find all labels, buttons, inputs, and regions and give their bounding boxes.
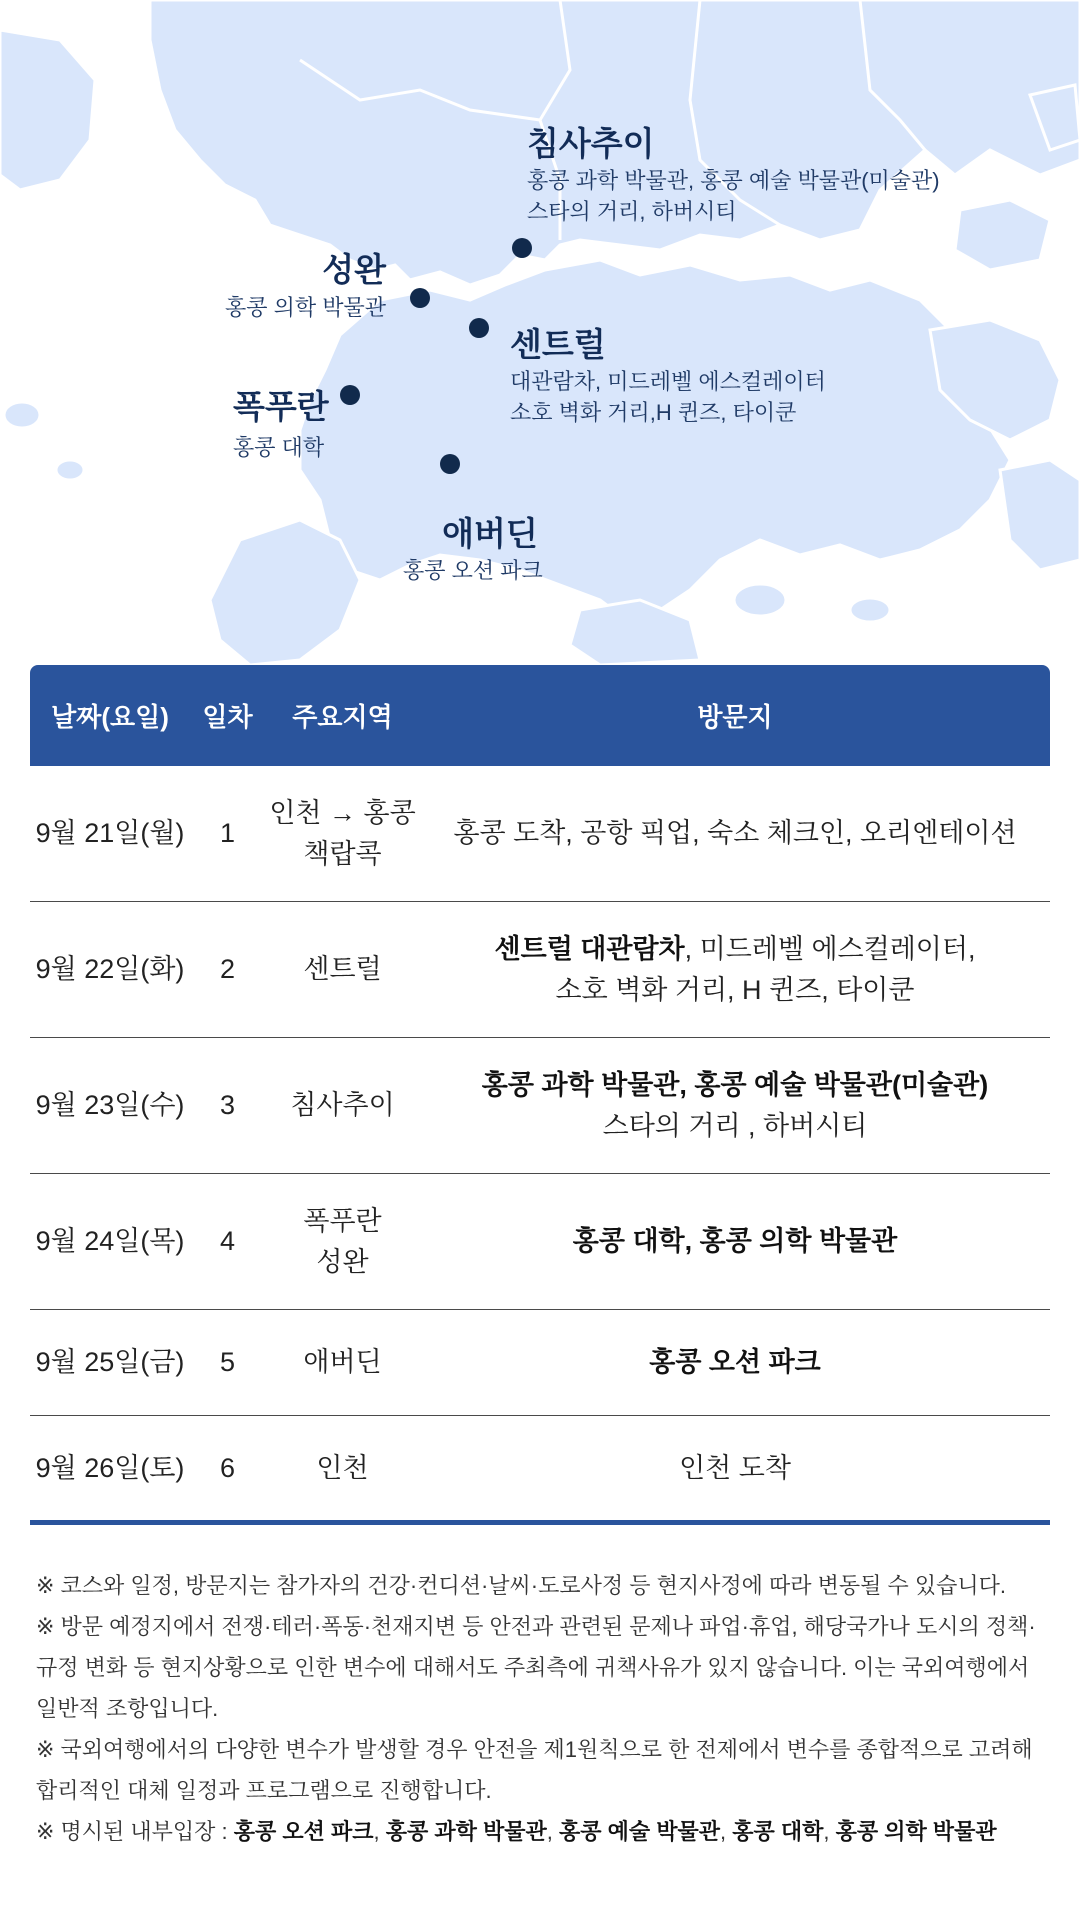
- region-line: 인천: [316, 1452, 369, 1483]
- cell-visit: [420, 1448, 1050, 1489]
- visit-normal: , 미드레벨 에스컬레이터,: [684, 933, 976, 964]
- note-item: ※ 코스와 일정, 방문지는 참가자의 건강·컨디션·날씨·도로사정 등 현지사정에 따라 변동될 수 있습니다.: [36, 1573, 1006, 1598]
- region-line: 애버딘: [303, 1347, 382, 1377]
- table-header: [30, 665, 1050, 766]
- header-visit: 방문지: [697, 702, 773, 732]
- map-pin-tsim-sha-tsui: [512, 238, 532, 258]
- table-row: [30, 902, 1050, 1038]
- place-name-pok-fu-lam: 폭푸란: [233, 388, 329, 425]
- admission-item: 홍콩 과학 박물관: [385, 1819, 547, 1844]
- region-line: 침사추이: [290, 1090, 395, 1120]
- admission-item: 홍콩 오션 파크: [233, 1819, 374, 1844]
- place-desc-line: 홍콩 의학 박물관: [225, 295, 386, 320]
- place-desc-tsim-sha-tsui: [527, 165, 940, 227]
- header-region: 주요지역: [292, 702, 393, 732]
- place-desc-sheung-wan: [200, 292, 386, 323]
- cell-day: 4: [219, 1226, 236, 1256]
- map-pin-central: [469, 318, 489, 338]
- visit-bold: 홍콩 오션 파크: [649, 1347, 821, 1377]
- map-pin-pok-fu-lam: [340, 385, 360, 405]
- cell-visit: [420, 1342, 1050, 1383]
- cell-date: 9월 21일(월): [35, 818, 185, 848]
- place-desc-line: 홍콩 오션 파크: [403, 558, 543, 583]
- table-row: [30, 1310, 1050, 1416]
- place-desc-line: 소호 벽화 거리,H 퀸즈, 타이쿤: [510, 400, 797, 425]
- place-desc-pok-fu-lam: [233, 432, 324, 463]
- admission-item: 홍콩 예술 박물관: [558, 1819, 720, 1844]
- place-desc-central: [510, 366, 826, 428]
- note-item: ※ 방문 예정지에서 전쟁·테러·폭동·천재지변 등 안전과 관련된 문제나 파업·휴업, 해당국가나 도시의 정책·규정 변화 등 현지상황으로 인한 변수에 대해서도 주최측에 귀책사유가 있지 않습니다. 이는 국외여행에서 일반적 조항입니다.: [36, 1614, 1036, 1721]
- admission-item: 홍콩 의학 박물관: [835, 1819, 997, 1844]
- region-line: 폭푸란: [303, 1205, 382, 1236]
- cell-visit: [420, 1065, 1050, 1147]
- table-row: [30, 766, 1050, 902]
- place-name-aberdeen: 애버딘: [442, 515, 538, 552]
- cell-region: [265, 1342, 420, 1383]
- place-desc-line: 홍콩 대학: [233, 435, 325, 460]
- region-line: 인천 → 홍콩: [269, 797, 416, 828]
- place-desc-line: 대관람차, 미드레벨 에스컬레이터: [510, 369, 826, 394]
- map-pin-sheung-wan: [410, 288, 430, 308]
- cell-visit: [420, 929, 1050, 1011]
- cell-visit: [420, 813, 1050, 854]
- place-desc-line: 홍콩 과학 박물관, 홍콩 예술 박물관(미술관): [527, 168, 940, 193]
- cell-region: [265, 949, 420, 990]
- cell-region: [265, 1085, 420, 1126]
- note-item: ※ 국외여행에서의 다양한 변수가 발생할 경우 안전을 제1원칙으로 한 전제에서 변수를 종합적으로 고려해 합리적인 대체 일정과 프로그램으로 진행합니다.: [36, 1737, 1033, 1803]
- region-line: 책랍콕: [303, 838, 382, 869]
- map-pin-aberdeen: [440, 454, 460, 474]
- visit-bold: 홍콩 과학 박물관, 홍콩 예술 박물관(미술관): [481, 1069, 989, 1100]
- admission-item: 홍콩 대학: [732, 1819, 824, 1844]
- place-desc-aberdeen: [403, 555, 543, 586]
- place-name-sheung-wan: 성완: [322, 251, 386, 288]
- cell-date: 9월 25일(금): [35, 1347, 185, 1377]
- map-section: [0, 0, 1080, 665]
- header-date: 날짜(요일): [51, 702, 169, 732]
- visit-line: 인천 도착: [679, 1452, 791, 1483]
- cell-region: [265, 793, 420, 875]
- cell-date: 9월 24일(목): [35, 1226, 185, 1256]
- header-day: 일차: [202, 702, 253, 732]
- cell-day: 2: [219, 954, 236, 984]
- region-line: 성완: [316, 1246, 369, 1277]
- schedule-table: [30, 665, 1050, 1525]
- cell-date: 9월 23일(수): [35, 1090, 185, 1120]
- cell-region: [265, 1201, 420, 1283]
- note-admission-label: ※ 명시된 내부입장 :: [36, 1819, 234, 1844]
- cell-date: 9월 26일(토): [35, 1452, 185, 1483]
- visit-line: [420, 929, 1050, 970]
- cell-date: 9월 22일(화): [35, 954, 185, 984]
- cell-day: 6: [219, 1452, 236, 1483]
- place-desc-line: 스타의 거리, 하버시티: [527, 199, 737, 224]
- visit-line: 스타의 거리 , 하버시티: [602, 1110, 868, 1141]
- table-row: [30, 1038, 1050, 1174]
- table-row: [30, 1416, 1050, 1525]
- region-line: 센트럴: [303, 954, 382, 984]
- cell-region: [265, 1448, 420, 1489]
- cell-visit: [420, 1221, 1050, 1262]
- visit-line: 홍콩 도착, 공항 픽업, 숙소 체크인, 오리엔테이션: [453, 818, 1017, 848]
- visit-line: 소호 벽화 거리, H 퀸즈, 타이쿤: [555, 974, 915, 1005]
- visit-bold: 센트럴 대관람차: [494, 933, 685, 964]
- place-name-central: 센트럴: [510, 326, 606, 363]
- note-admission: ※ 명시된 내부입장 : 홍콩 오션 파크, 홍콩 과학 박물관, 홍콩 예술 박물관, 홍콩 대학, 홍콩 의학 박물관: [36, 1819, 997, 1844]
- table-row: [30, 1174, 1050, 1310]
- cell-day: 3: [219, 1090, 236, 1120]
- place-name-tsim-sha-tsui: 침사추이: [527, 125, 655, 162]
- cell-day: 5: [219, 1347, 236, 1377]
- visit-bold: 홍콩 대학, 홍콩 의학 박물관: [572, 1226, 898, 1256]
- notes-section: [36, 1565, 1046, 1852]
- cell-day: 1: [219, 818, 236, 848]
